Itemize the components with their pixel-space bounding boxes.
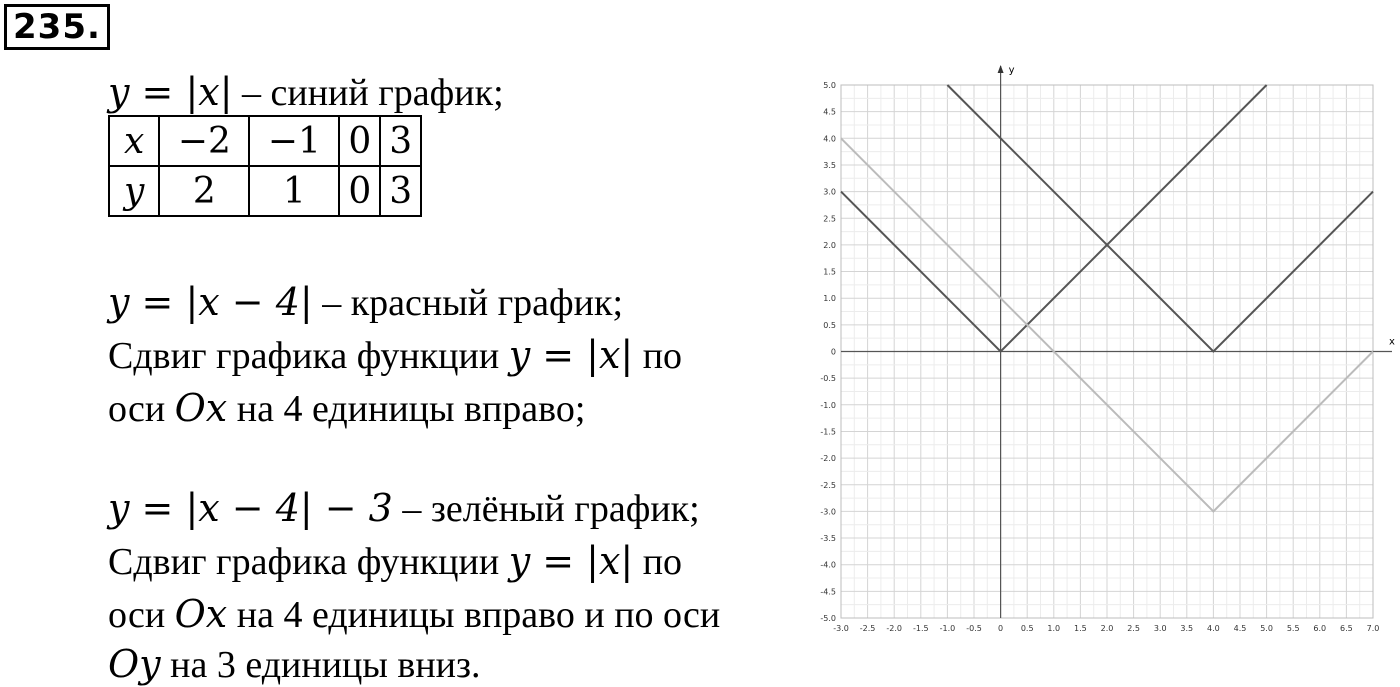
x-tick-label: 6.0 [1313, 624, 1327, 633]
red-axis-prefix: оси [108, 388, 175, 430]
table-y-label: y [109, 166, 159, 216]
red-axis-suffix: на 4 единицы вправо; [227, 388, 586, 430]
green-axis2-name: Oy [108, 642, 161, 686]
y-axis-label: y [1008, 65, 1015, 76]
table-cell: 3 [380, 116, 421, 166]
green-shift-prefix: Сдвиг графика функции [108, 541, 509, 583]
x-tick-label: 4.0 [1207, 624, 1220, 633]
red-shift-line [108, 333, 682, 378]
x-tick-label: -2.5 [859, 624, 876, 633]
x-tick-label: 2.0 [1100, 624, 1114, 633]
red-caption: – красный график; [312, 282, 624, 324]
y-tick-label: -1.0 [820, 400, 836, 410]
green-axis-name: Ox [174, 592, 228, 636]
green-axis-suffix: на 4 единицы вправо и по оси [227, 594, 721, 636]
y-tick-label: 2.5 [823, 214, 836, 224]
table-cell: −2 [159, 116, 249, 166]
red-shift-func: y = |x| [508, 333, 634, 377]
table-cell: 3 [380, 166, 421, 216]
task-number: 235. [4, 4, 110, 50]
red-shift-suffix: по [633, 335, 683, 377]
green-axis-prefix: оси [108, 594, 175, 636]
x-tick-label: 6.5 [1340, 624, 1353, 633]
x-tick-label: 3.5 [1180, 624, 1194, 633]
x-tick-label: -1.0 [939, 624, 956, 633]
axes [841, 65, 1395, 618]
x-axis-label: x [1389, 336, 1395, 348]
y-tick-label: 1.5 [823, 267, 836, 277]
y-tick-label: -4.0 [820, 560, 836, 570]
x-tick-label: 1.0 [1047, 624, 1061, 633]
x-tick-label: 1.5 [1074, 624, 1087, 633]
x-tick-label: 2.5 [1127, 624, 1140, 633]
y-tick-label: 4.5 [823, 107, 836, 117]
red-axis-name: Ox [174, 386, 228, 430]
table-x-label: x [109, 116, 159, 166]
green-formula: y = |x − 4| − 3 [108, 486, 393, 530]
y-tick-label: -2.0 [820, 454, 836, 464]
table-cell: 0 [339, 166, 380, 216]
tick-labels [820, 81, 1379, 633]
y-tick-label: -3.5 [820, 534, 836, 544]
table-row-y [109, 166, 421, 216]
green-axis2-line [108, 642, 481, 687]
y-tick-label: 1.0 [823, 294, 836, 304]
y-tick-label: -3.0 [820, 507, 836, 517]
y-tick-label: 2.0 [823, 240, 836, 250]
x-tick-label: 5.0 [1260, 624, 1273, 633]
y-tick-label: -1.5 [820, 427, 836, 437]
x-tick-label: 0.5 [1020, 624, 1034, 633]
y-tick-label: 0 [830, 347, 836, 357]
table-cell: −1 [249, 116, 339, 166]
table-cell: 2 [159, 166, 249, 216]
x-tick-label: 5.5 [1286, 624, 1300, 633]
blue-formula: y = |x| [108, 70, 233, 114]
y-tick-label: 3.0 [823, 187, 836, 197]
red-shift-prefix: Сдвиг графика функции [108, 335, 509, 377]
function-graph [800, 58, 1400, 643]
green-shift-suffix: по [633, 541, 683, 583]
y-tick-label: 4.0 [823, 134, 836, 144]
x-tick-label: -0.5 [966, 624, 982, 633]
y-tick-label: -5.0 [820, 614, 836, 623]
x-tick-label: 4.5 [1233, 624, 1247, 633]
x-tick-label: -2.0 [886, 624, 903, 633]
x-tick-label: 7.0 [1366, 624, 1380, 633]
red-axis-line [108, 386, 585, 431]
green-shift-line [108, 539, 682, 584]
table-cell: 1 [249, 166, 339, 216]
x-tick-label: 0 [998, 624, 1004, 633]
y-tick-label: -4.5 [820, 587, 836, 597]
value-table [108, 115, 422, 217]
y-tick-label: -2.5 [820, 480, 836, 490]
blue-line [108, 70, 504, 115]
y-axis-arrow [998, 65, 1004, 73]
green-caption: – зелёный график; [392, 488, 700, 530]
green-axis2-suffix: на 3 единицы вниз. [160, 644, 481, 686]
y-tick-label: -0.5 [820, 374, 836, 384]
red-formula: y = |x − 4| [108, 280, 313, 324]
y-tick-label: 0.5 [823, 320, 836, 330]
y-tick-label: 3.5 [823, 160, 836, 170]
table-cell: 0 [339, 116, 380, 166]
table-row-x [109, 116, 421, 166]
green-line [108, 486, 700, 531]
x-tick-label: 3.0 [1153, 624, 1167, 633]
red-line [108, 280, 623, 325]
green-axis-line [108, 592, 720, 637]
y-tick-label: 5.0 [823, 81, 836, 90]
x-tick-label: -1.5 [912, 624, 929, 633]
x-tick-label: -3.0 [833, 624, 849, 633]
green-shift-func: y = |x| [508, 539, 634, 583]
blue-caption: – синий график; [232, 72, 504, 114]
